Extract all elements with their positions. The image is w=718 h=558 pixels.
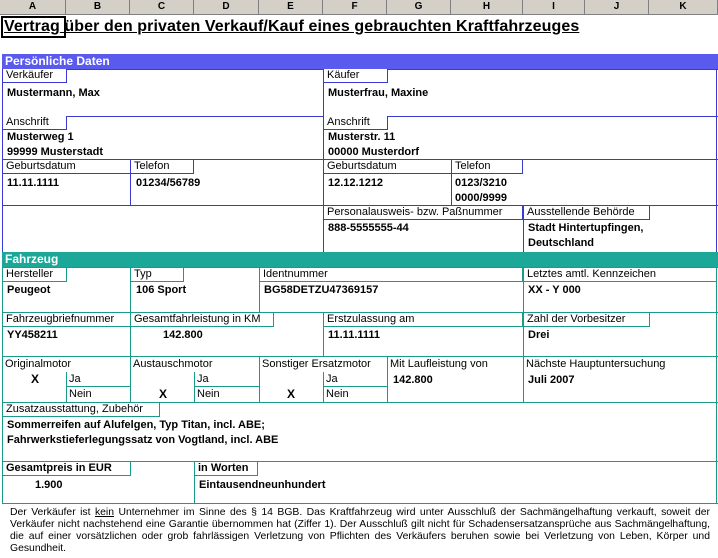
- motor-km-label: Mit Laufleistung von: [390, 358, 488, 370]
- buyer-id[interactable]: 888-5555555-44: [328, 222, 409, 234]
- inspection-value[interactable]: Juli 2007: [528, 374, 575, 386]
- buyer-phone-1[interactable]: 0123/3210: [455, 177, 507, 189]
- words-label: in Worten: [194, 462, 258, 476]
- column-header-k[interactable]: K: [649, 0, 718, 15]
- buyer-phone-label: Telefon: [451, 160, 523, 174]
- regdoc-label: Fahrzeugbriefnummer: [2, 313, 131, 327]
- disclaimer-part-2: Unternehmer im Sinne des § 14 BGB. Das Kraftfahrzeug wird unter Ausschluß der Sachmängelhaftung verkauft, soweit der Verkäufer nicht nachstehend eine Garantie übernommen hat (Ziffer 1). Der Ausschluß gilt nicht für Schadensersatzansprüche aus Sachmängelhaftung, die auf einer vorsätzlichen oder grob fahrlässigen Verletzung von Pflichten des Verkäufers beruhen sowie bei Verletzung von Leben, Körper und Gesundheit.: [10, 507, 710, 554]
- type-label: Typ: [130, 268, 184, 282]
- seller-address-label: Anschrift: [2, 116, 67, 130]
- vin-label: Identnummer: [259, 268, 523, 282]
- extras-line-2[interactable]: Fahrwerkstieferlegungssatz von Vogtland, incl. ABE: [7, 434, 279, 446]
- words-value[interactable]: Eintausendneunhundert: [199, 479, 326, 491]
- column-header-i[interactable]: I: [523, 0, 585, 15]
- column-header-b[interactable]: B: [66, 0, 130, 15]
- firstreg-value[interactable]: 11.11.1111: [328, 329, 381, 341]
- vin-value[interactable]: BG58DETZU47369157: [264, 284, 379, 296]
- inspection-label: Nächste Hauptuntersuchung: [526, 358, 666, 370]
- other-motor-no-mark[interactable]: X: [286, 387, 295, 401]
- grid-line: [523, 267, 524, 402]
- owners-label: Zahl der Vorbesitzer: [523, 313, 650, 327]
- title-rest: über den privaten Verkauf/Kauf eines gebrauchten Kraftfahrzeuges: [59, 18, 580, 35]
- grid-line: [194, 386, 259, 387]
- buyer-id-label: Personalausweis- bzw. Paßnummer: [323, 206, 523, 220]
- grid-line: [2, 356, 718, 357]
- seller-name[interactable]: Mustermann, Max: [7, 87, 100, 99]
- buyer-birth-label: Geburtsdatum: [323, 160, 452, 174]
- seller-birth[interactable]: 11.11.1111: [7, 177, 60, 189]
- type-value[interactable]: 106 Sport: [136, 284, 187, 296]
- regdoc-value[interactable]: YY458211: [7, 329, 58, 341]
- column-header-f[interactable]: F: [323, 0, 387, 15]
- section-personal-data: Persönliche Daten: [2, 54, 718, 69]
- column-header-e[interactable]: E: [259, 0, 323, 15]
- other-motor-yes-label: Ja: [326, 373, 338, 385]
- grid-line: [2, 503, 718, 504]
- column-header-a[interactable]: A: [0, 0, 66, 15]
- grid-line: [716, 267, 717, 504]
- grid-line: [323, 386, 387, 387]
- orig-motor-no-label: Nein: [69, 388, 92, 400]
- buyer-phone-2[interactable]: 0000/9999: [455, 192, 507, 204]
- grid-line: [259, 356, 260, 402]
- extras-line-1[interactable]: Sommerreifen auf Alufelgen, Typ Titan, incl. ABE;: [7, 419, 265, 431]
- buyer-authority-label: Ausstellende Behörde: [523, 206, 650, 220]
- disclaimer-part-1: Der Verkäufer ist: [10, 507, 95, 518]
- buyer-street[interactable]: Musterstr. 11: [328, 131, 396, 143]
- disclaimer-kein: kein: [94, 507, 115, 518]
- column-header-j[interactable]: J: [585, 0, 649, 15]
- section-vehicle: Fahrzeug: [2, 252, 718, 267]
- owners-value[interactable]: Drei: [528, 329, 550, 341]
- buyer-authority-1[interactable]: Stadt Hintertupfingen,: [528, 222, 644, 234]
- grid-line: [66, 386, 130, 387]
- swap-motor-yes-label: Ja: [197, 373, 209, 385]
- price-label: Gesamtpreis in EUR: [2, 462, 131, 476]
- grid-line: [130, 356, 131, 402]
- firstreg-label: Erstzulassung am: [323, 313, 523, 327]
- seller-phone-label: Telefon: [130, 160, 194, 174]
- extras-label: Zusatzausstattung, Zubehör: [2, 403, 160, 417]
- plate-label: Letztes amtl. Kennzeichen: [523, 268, 717, 282]
- other-motor-no-label: Nein: [326, 388, 349, 400]
- grid-line: [387, 356, 388, 402]
- orig-motor-yes-mark[interactable]: X: [30, 372, 39, 386]
- buyer-birth[interactable]: 12.12.1212: [328, 177, 384, 189]
- grid-line: [194, 372, 195, 402]
- grid-line: [323, 372, 324, 402]
- seller-city[interactable]: 99999 Musterstadt: [7, 146, 103, 158]
- grid-line: [716, 69, 717, 252]
- column-header-g[interactable]: G: [387, 0, 451, 15]
- other-motor-label: Sonstiger Ersatzmotor: [262, 358, 371, 370]
- buyer-authority-2[interactable]: Deutschland: [528, 237, 595, 249]
- mileage-value[interactable]: 142.800: [163, 329, 203, 341]
- disclaimer-text: [10, 507, 710, 555]
- orig-motor-label: Originalmotor: [5, 358, 72, 370]
- price-value[interactable]: 1.900: [35, 479, 63, 491]
- maker-value[interactable]: Peugeot: [7, 284, 51, 296]
- swap-motor-no-mark[interactable]: X: [158, 387, 167, 401]
- plate-value[interactable]: XX - Y 000: [528, 284, 581, 296]
- seller-street[interactable]: Musterweg 1: [7, 131, 74, 143]
- contract-title: [4, 18, 579, 36]
- orig-motor-yes-label: Ja: [69, 373, 81, 385]
- title-prefix[interactable]: Vertrag: [4, 18, 60, 35]
- grid-line: [66, 372, 67, 402]
- mileage-label: Gesamtfahrleistung in KM: [130, 313, 274, 327]
- buyer-address-label: Anschrift: [323, 116, 388, 130]
- column-header-h[interactable]: H: [451, 0, 523, 15]
- seller-phone[interactable]: 01234/56789: [136, 177, 201, 189]
- buyer-name[interactable]: Musterfrau, Maxine: [328, 87, 429, 99]
- swap-motor-label: Austauschmotor: [133, 358, 213, 370]
- column-header-c[interactable]: C: [130, 0, 194, 15]
- motor-km-value[interactable]: 142.800: [393, 374, 433, 386]
- active-cell-cursor[interactable]: [1, 16, 66, 38]
- swap-motor-no-label: Nein: [197, 388, 220, 400]
- column-header-d[interactable]: D: [194, 0, 259, 15]
- seller-birth-label: Geburtsdatum: [2, 160, 131, 174]
- seller-label: Verkäufer: [2, 69, 67, 83]
- maker-label: Hersteller: [2, 268, 67, 282]
- buyer-label: Käufer: [323, 69, 388, 83]
- buyer-city[interactable]: 00000 Musterdorf: [328, 146, 420, 158]
